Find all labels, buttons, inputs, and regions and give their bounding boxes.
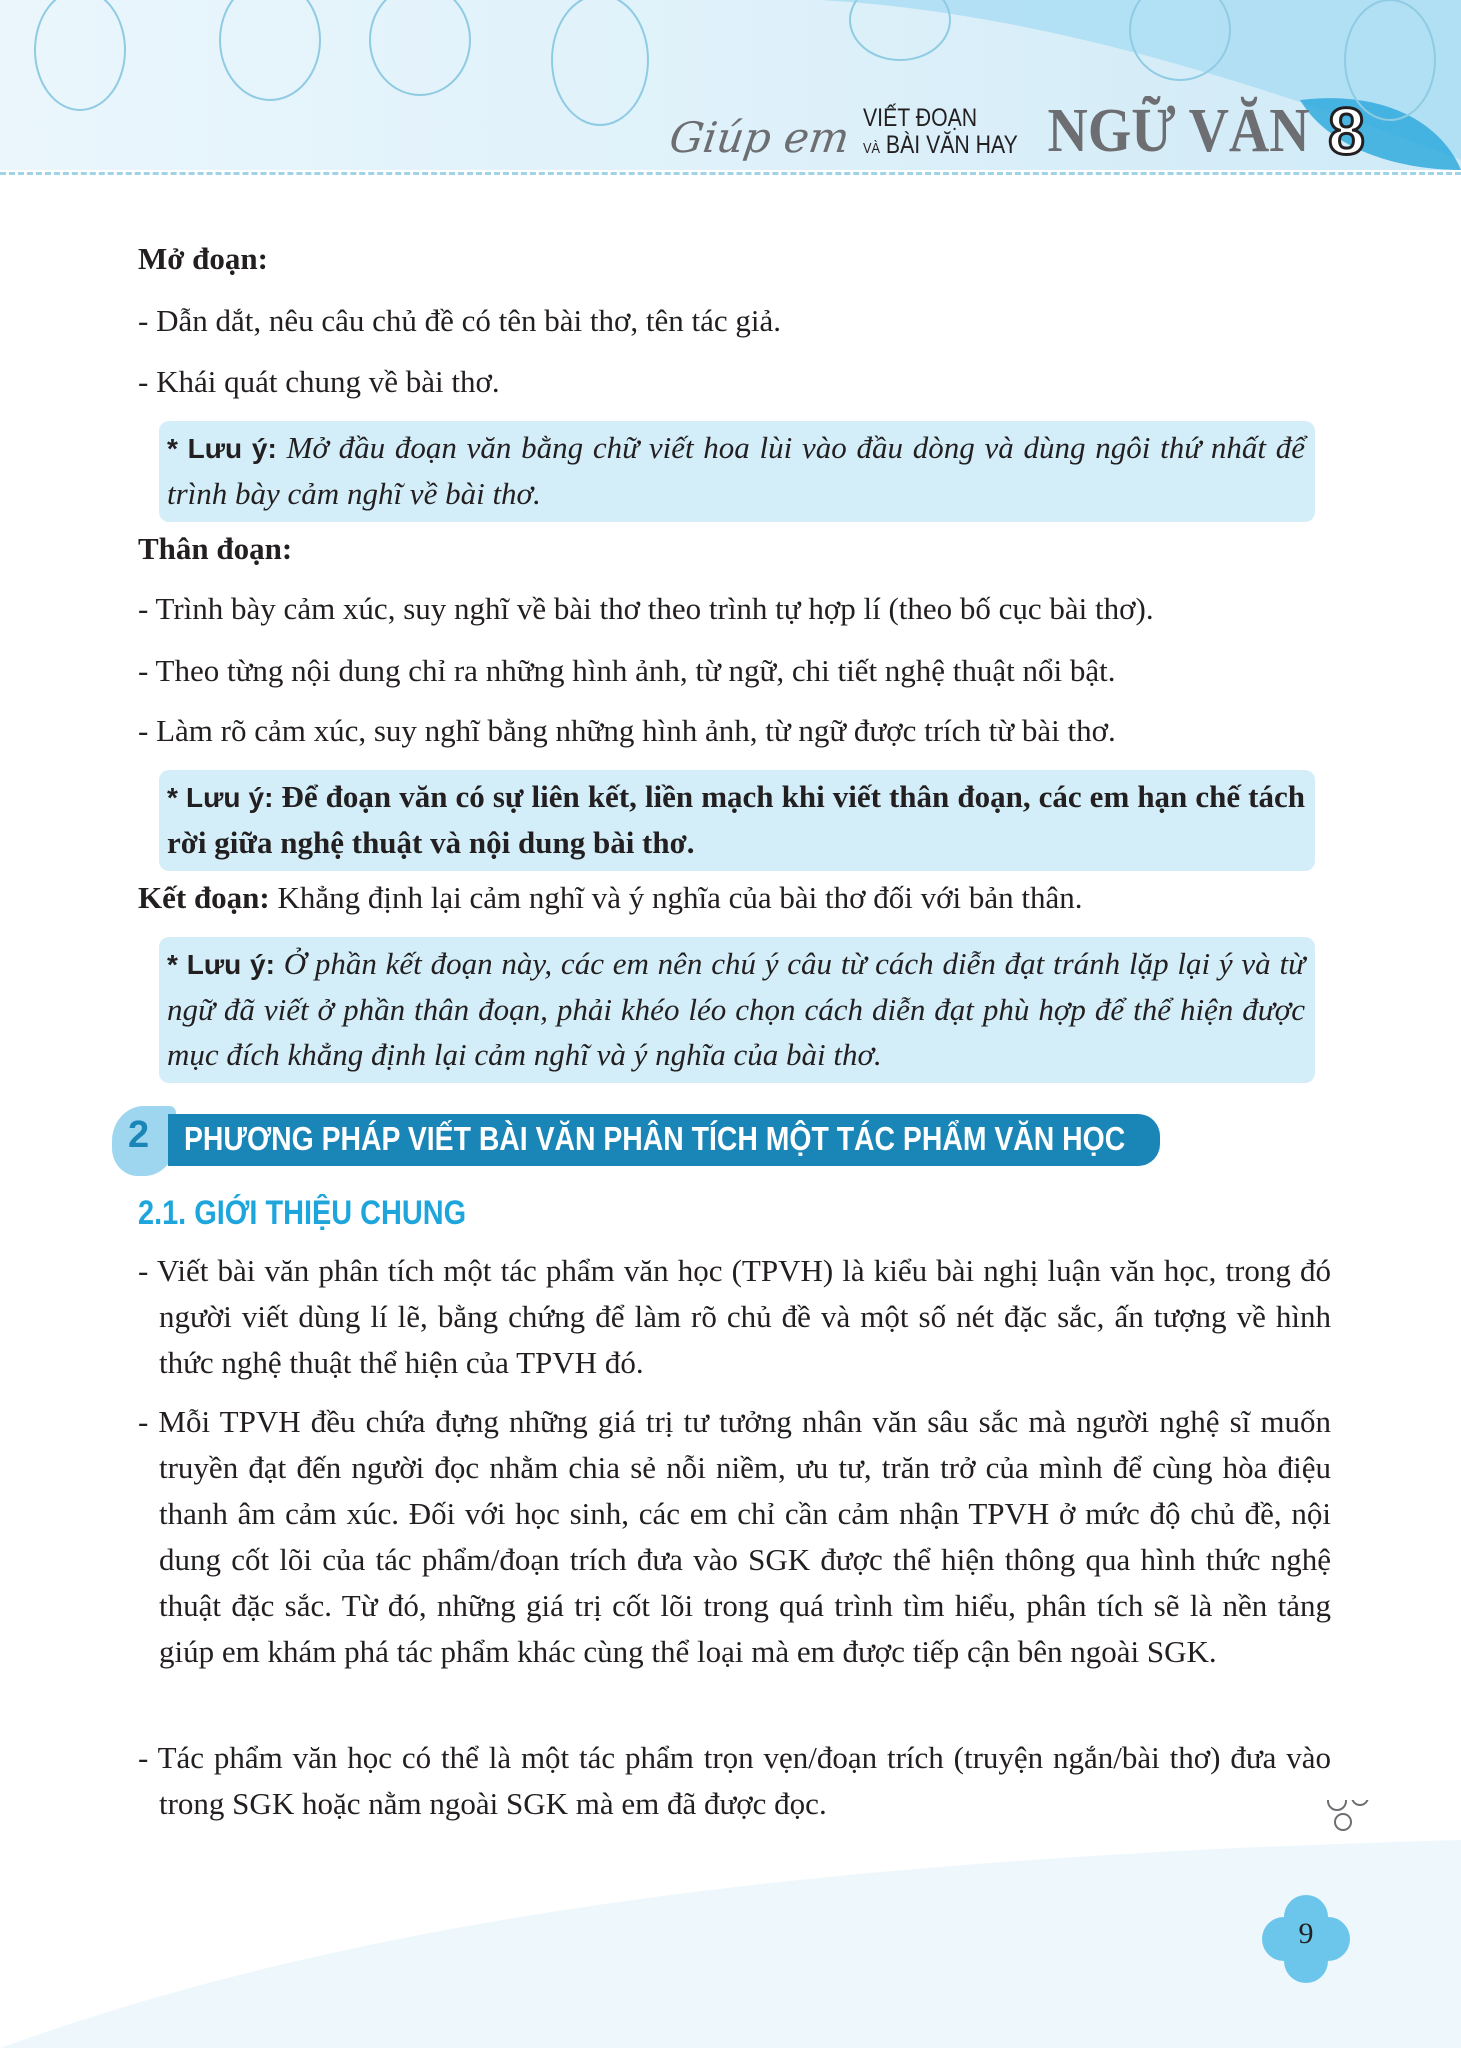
note-text: Để đoạn văn có sự liên kết, liền mạch khi viết thân đoạn, các em hạn chế tách rời giữa nghệ thuật và nội dung bài thơ. [167,779,1305,860]
page-number-badge [1262,1895,1350,1983]
note-text: Mở đầu đoạn văn bằng chữ viết hoa lùi vào đầu dòng và dùng ngôi thứ nhất để trình bày cảm nghĩ về bài thơ. [167,430,1305,511]
note-box [159,937,1315,1083]
paragraph: - Mỗi TPVH đều chứa đựng những giá trị tư tưởng nhân văn sâu sắc mà người nghệ sĩ muốn truyền đạt đến người đọc nhằm chia sẻ nỗi niềm, ưu tư, trăn trở của mình để cùng hòa điệu thanh âm cảm xúc. Đối với học sinh, các em chỉ cần cảm nhận TPVH ở mức độ chủ đề, nội dung cốt lõi của tác phẩm/đoạn trích đưa vào SGK được thể hiện thông qua hình thức nghệ thuật đặc sắc. Từ đó, những giá trị cốt lõi trong quá trình tìm hiểu, phân tích sẽ là nền tảng giúp em khám phá tác phẩm khác cùng thể loại mà em được tiếp cận bên ngoài SGK. [138,1404,1331,1669]
brand-grade: 8 [1328,94,1365,168]
heading-than-doan: Thân đoạn: [138,531,293,566]
note-label: * Lưu ý: [167,782,274,813]
list-item: - Dẫn dắt, nêu câu chủ đề có tên bài thơ, tên tác giả. [138,303,782,338]
list-item: - Khái quát chung về bài thơ. [138,364,500,399]
brand-script: Giúp em [666,113,853,162]
brand-line2-prefix: VÀ [862,140,880,157]
brand-title: NGỮ VĂN [1047,97,1310,165]
ket-doan-text: Khẳng định lại cảm nghĩ và ý nghĩa của bài thơ đối với bản thân. [269,880,1083,915]
heading-mo-doan: Mở đoạn: [138,241,268,276]
note-label: * Lưu ý: [167,433,277,464]
note-box [159,770,1315,871]
list-item: - Theo từng nội dung chỉ ra những hình ảnh, từ ngữ, chi tiết nghệ thuật nổi bật. [138,653,1116,688]
page-number: 9 [1298,1917,1314,1950]
list-item: - Làm rõ cảm xúc, suy nghĩ bằng những hình ảnh, từ ngữ được trích từ bài thơ. [138,713,1116,748]
brand-line1: VIẾT ĐOẠN [862,104,978,132]
brand-line2-wrap [863,132,1018,162]
section-title: PHƯƠNG PHÁP VIẾT BÀI VĂN PHÂN TÍCH MỘT TÁC PHẨM VĂN HỌC [184,1120,1126,1157]
book-logo [666,72,1365,168]
paragraph: - Viết bài văn phân tích một tác phẩm văn học (TPVH) là kiểu bài nghị luận văn học, trong đó người viết dùng lí lẽ, bằng chứng để làm rõ chủ đề và một số nét đặc sắc, ấn tượng về hình thức nghệ thuật thể hiện của TPVH đó. [138,1253,1331,1380]
note-box [159,421,1315,522]
note-label: * Lưu ý: [167,949,275,980]
subheading: 2.1. GIỚI THIỆU CHUNG [138,1194,467,1232]
note-text: Ở phần kết đoạn này, các em nên chú ý câu từ cách diễn đạt tránh lặp lại ý và từ ngữ đã viết ở phần thân đoạn, phải khéo léo chọn cách diễn đạt phù hợp để thể hiện được mục đích khẳng định lại cảm nghĩ và ý nghĩa của bài thơ. [167,946,1305,1072]
heading-ket-doan: Kết đoạn: [138,880,270,915]
brand-line2: BÀI VĂN HAY [885,131,1018,159]
brand-subtitle [863,105,1018,162]
ket-doan-paragraph [138,875,1310,921]
paragraph: - Tác phẩm văn học có thể là một tác phẩm trọn vẹn/đoạn trích (truyện ngắn/bài thơ) đưa vào trong SGK hoặc nằm ngoài SGK mà em đã được đọc. [138,1740,1331,1821]
section-number: 2 [128,1114,150,1156]
section-banner [110,1112,1160,1168]
list-item: - Trình bày cảm xúc, suy nghĩ về bài thơ theo trình tự hợp lí (theo bố cục bài thơ). [138,591,1154,626]
footer-decoration [0,1800,1461,2048]
header-divider [0,172,1461,175]
page-header-banner [0,0,1461,170]
